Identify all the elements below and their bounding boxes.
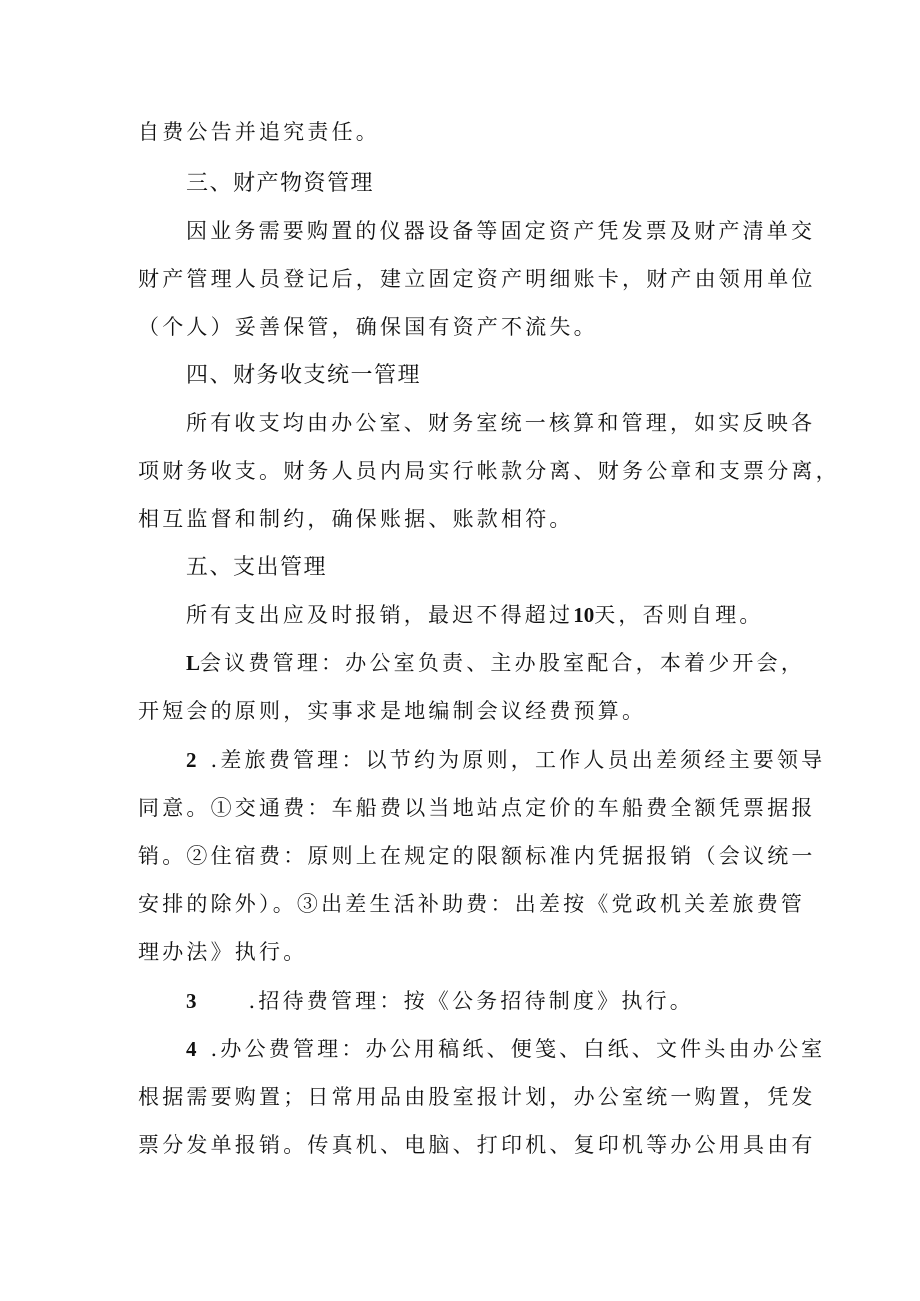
body-line: 根据需要购置；日常用品由股室报计划，办公室统一购置，凭发	[138, 1085, 816, 1109]
body-line: 相互监督和制约，确保账据、账款相符。	[138, 507, 574, 531]
list-item-office-fees	[186, 1034, 825, 1064]
text-segment: .招待费管理：按《公务招待制度》执行。	[248, 989, 694, 1013]
body-line: 开短会的原则，实事求是地编制会议经费预算。	[138, 699, 647, 723]
item-number: 3	[186, 989, 197, 1013]
item-number: 2	[186, 748, 197, 772]
text-segment: 会议费管理：办公室负责、主办股室配合，本着少开会，	[200, 651, 806, 675]
body-line: 安排的除外）。③出差生活补助费：出差按《党政机关差旅费管	[138, 892, 806, 916]
body-line: 因业务需要购置的仪器设备等固定资产凭发票及财产清单交	[186, 219, 816, 243]
text-segment: 天，否则自理。	[594, 603, 764, 627]
list-item-meeting-fees	[186, 648, 805, 678]
body-line: 自费公告并追究责任。	[138, 120, 380, 144]
section-heading-expenditure-management: 五、支出管理	[186, 555, 328, 580]
text-segment: 所有支出应及时报销，最迟不得超过	[186, 603, 574, 627]
body-line: 同意。①交通费：车船费以当地站点定价的车船费全额凭票据报	[138, 796, 816, 820]
body-line: 所有收支均由办公室、财务室统一核算和管理，如实反映各	[186, 411, 816, 435]
body-line: 销。②住宿费：原则上在规定的限额标准内凭据报销（会议统一	[138, 844, 816, 868]
body-line: 票分发单报销。传真机、电脑、打印机、复印机等办公用具由有	[138, 1133, 816, 1157]
item-number: L	[186, 651, 201, 675]
list-item-hospitality-fees	[186, 986, 694, 1016]
body-line: 理办法》执行。	[138, 940, 308, 964]
text-segment: .差旅费管理：以节约为原则，工作人员出差须经主要领导	[210, 748, 826, 772]
body-line: 项财务收支。财务人员内局实行帐款分离、财务公章和支票分离，	[138, 459, 840, 483]
list-item-travel-fees	[186, 745, 825, 775]
section-heading-property-management: 三、财产物资管理	[186, 171, 375, 196]
text-segment: .办公费管理：办公用稿纸、便笺、白纸、文件头由办公室	[210, 1037, 826, 1061]
day-limit-number: 10	[573, 603, 595, 627]
body-line: 财产管理人员登记后，建立固定资产明细账卡，财产由领用单位	[138, 267, 816, 291]
item-number: 4	[186, 1037, 197, 1061]
body-line: （个人）妥善保管，确保国有资产不流失。	[138, 315, 598, 339]
body-line-reimbursement-deadline	[186, 600, 764, 630]
section-heading-finance-management: 四、财务收支统一管理	[186, 363, 422, 388]
